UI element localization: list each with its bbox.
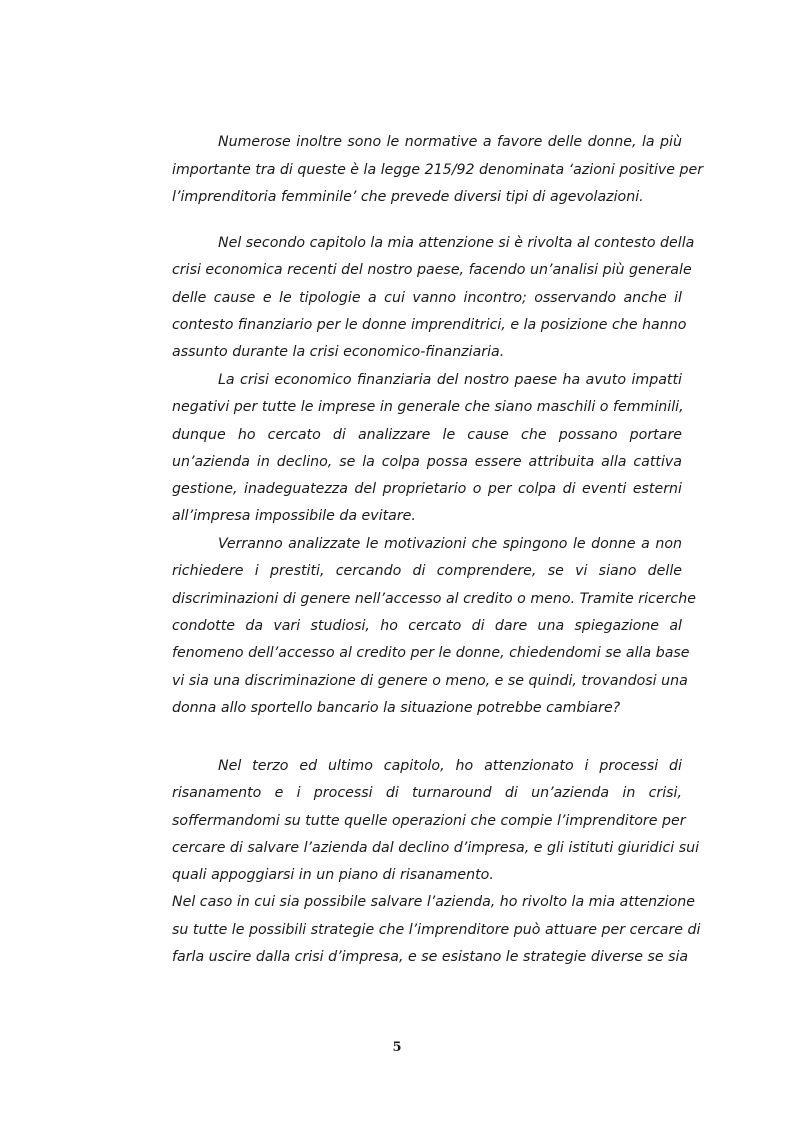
text-line: vi sia una discriminazione di genere o meno, e se quindi, trovandosi una (172, 673, 688, 689)
text-line: La crisi economico finanziaria del nostro paese ha avuto impatti (218, 372, 682, 388)
text-line: risanamento e i processi di turnaround di un’azienda in crisi, (172, 785, 682, 801)
text-line: dunque ho cercato di analizzare le cause che possano portare (172, 427, 682, 443)
text-line: contesto finanziario per le donne imprenditrici, e la posizione che hanno (172, 317, 687, 333)
text-line: su tutte le possibili strategie che l’imprenditore può attuare per cercare di (172, 922, 701, 938)
text-line: condotte da vari studiosi, ho cercato di dare una spiegazione al (172, 618, 682, 634)
text-line: farla uscire dalla crisi d’impresa, e se esistano le strategie diverse se sia (172, 949, 689, 965)
text-line: soffermandomi su tutte quelle operazioni che compie l’imprenditore per (172, 813, 686, 829)
text-line: Verranno analizzate le motivazioni che spingono le donne a non (218, 536, 682, 552)
page-number: 5 (392, 1040, 402, 1055)
text-line: Numerose inoltre sono le normative a favore delle donne, la più (218, 134, 682, 150)
text-line: crisi economica recenti del nostro paese, facendo un’analisi più generale (172, 262, 692, 278)
text-line: importante tra di queste è la legge 215/92 denominata ‘azioni positive per (172, 162, 704, 178)
text-line: donna allo sportello bancario la situazione potrebbe cambiare? (172, 700, 621, 716)
text-line: discriminazioni di genere nell’accesso al credito o meno. Tramite ricerche (172, 591, 696, 607)
text-line: Nel caso in cui sia possibile salvare l’azienda, ho rivolto la mia attenzione (172, 894, 695, 910)
text-line: gestione, inadeguatezza del proprietario o per colpa di eventi esterni (172, 481, 682, 497)
text-line: Nel terzo ed ultimo capitolo, ho attenzionato i processi di (218, 758, 682, 774)
text-line: fenomeno dell’accesso al credito per le donne, chiedendomi se alla base (172, 645, 690, 661)
text-line: quali appoggiarsi in un piano di risanamento. (172, 867, 494, 883)
text-line: richiedere i prestiti, cercando di comprendere, se vi siano delle (172, 563, 682, 579)
text-line: negativi per tutte le imprese in generale che siano maschili o femminili, (172, 399, 684, 415)
text-line: all’impresa impossibile da evitare. (172, 508, 416, 524)
text-line: Nel secondo capitolo la mia attenzione si è rivolta al contesto della (218, 235, 695, 251)
text-line: l’imprenditoria femminile’ che prevede diversi tipi di agevolazioni. (172, 189, 644, 205)
text-line: delle cause e le tipologie a cui vanno incontro; osservando anche il (172, 290, 682, 306)
text-line: assunto durante la crisi economico-finanziaria. (172, 344, 505, 360)
text-line: cercare di salvare l’azienda dal declino d’impresa, e gli istituti giuridici sui (172, 840, 700, 856)
text-line: un’azienda in declino, se la colpa possa essere attribuita alla cattiva (172, 454, 682, 470)
